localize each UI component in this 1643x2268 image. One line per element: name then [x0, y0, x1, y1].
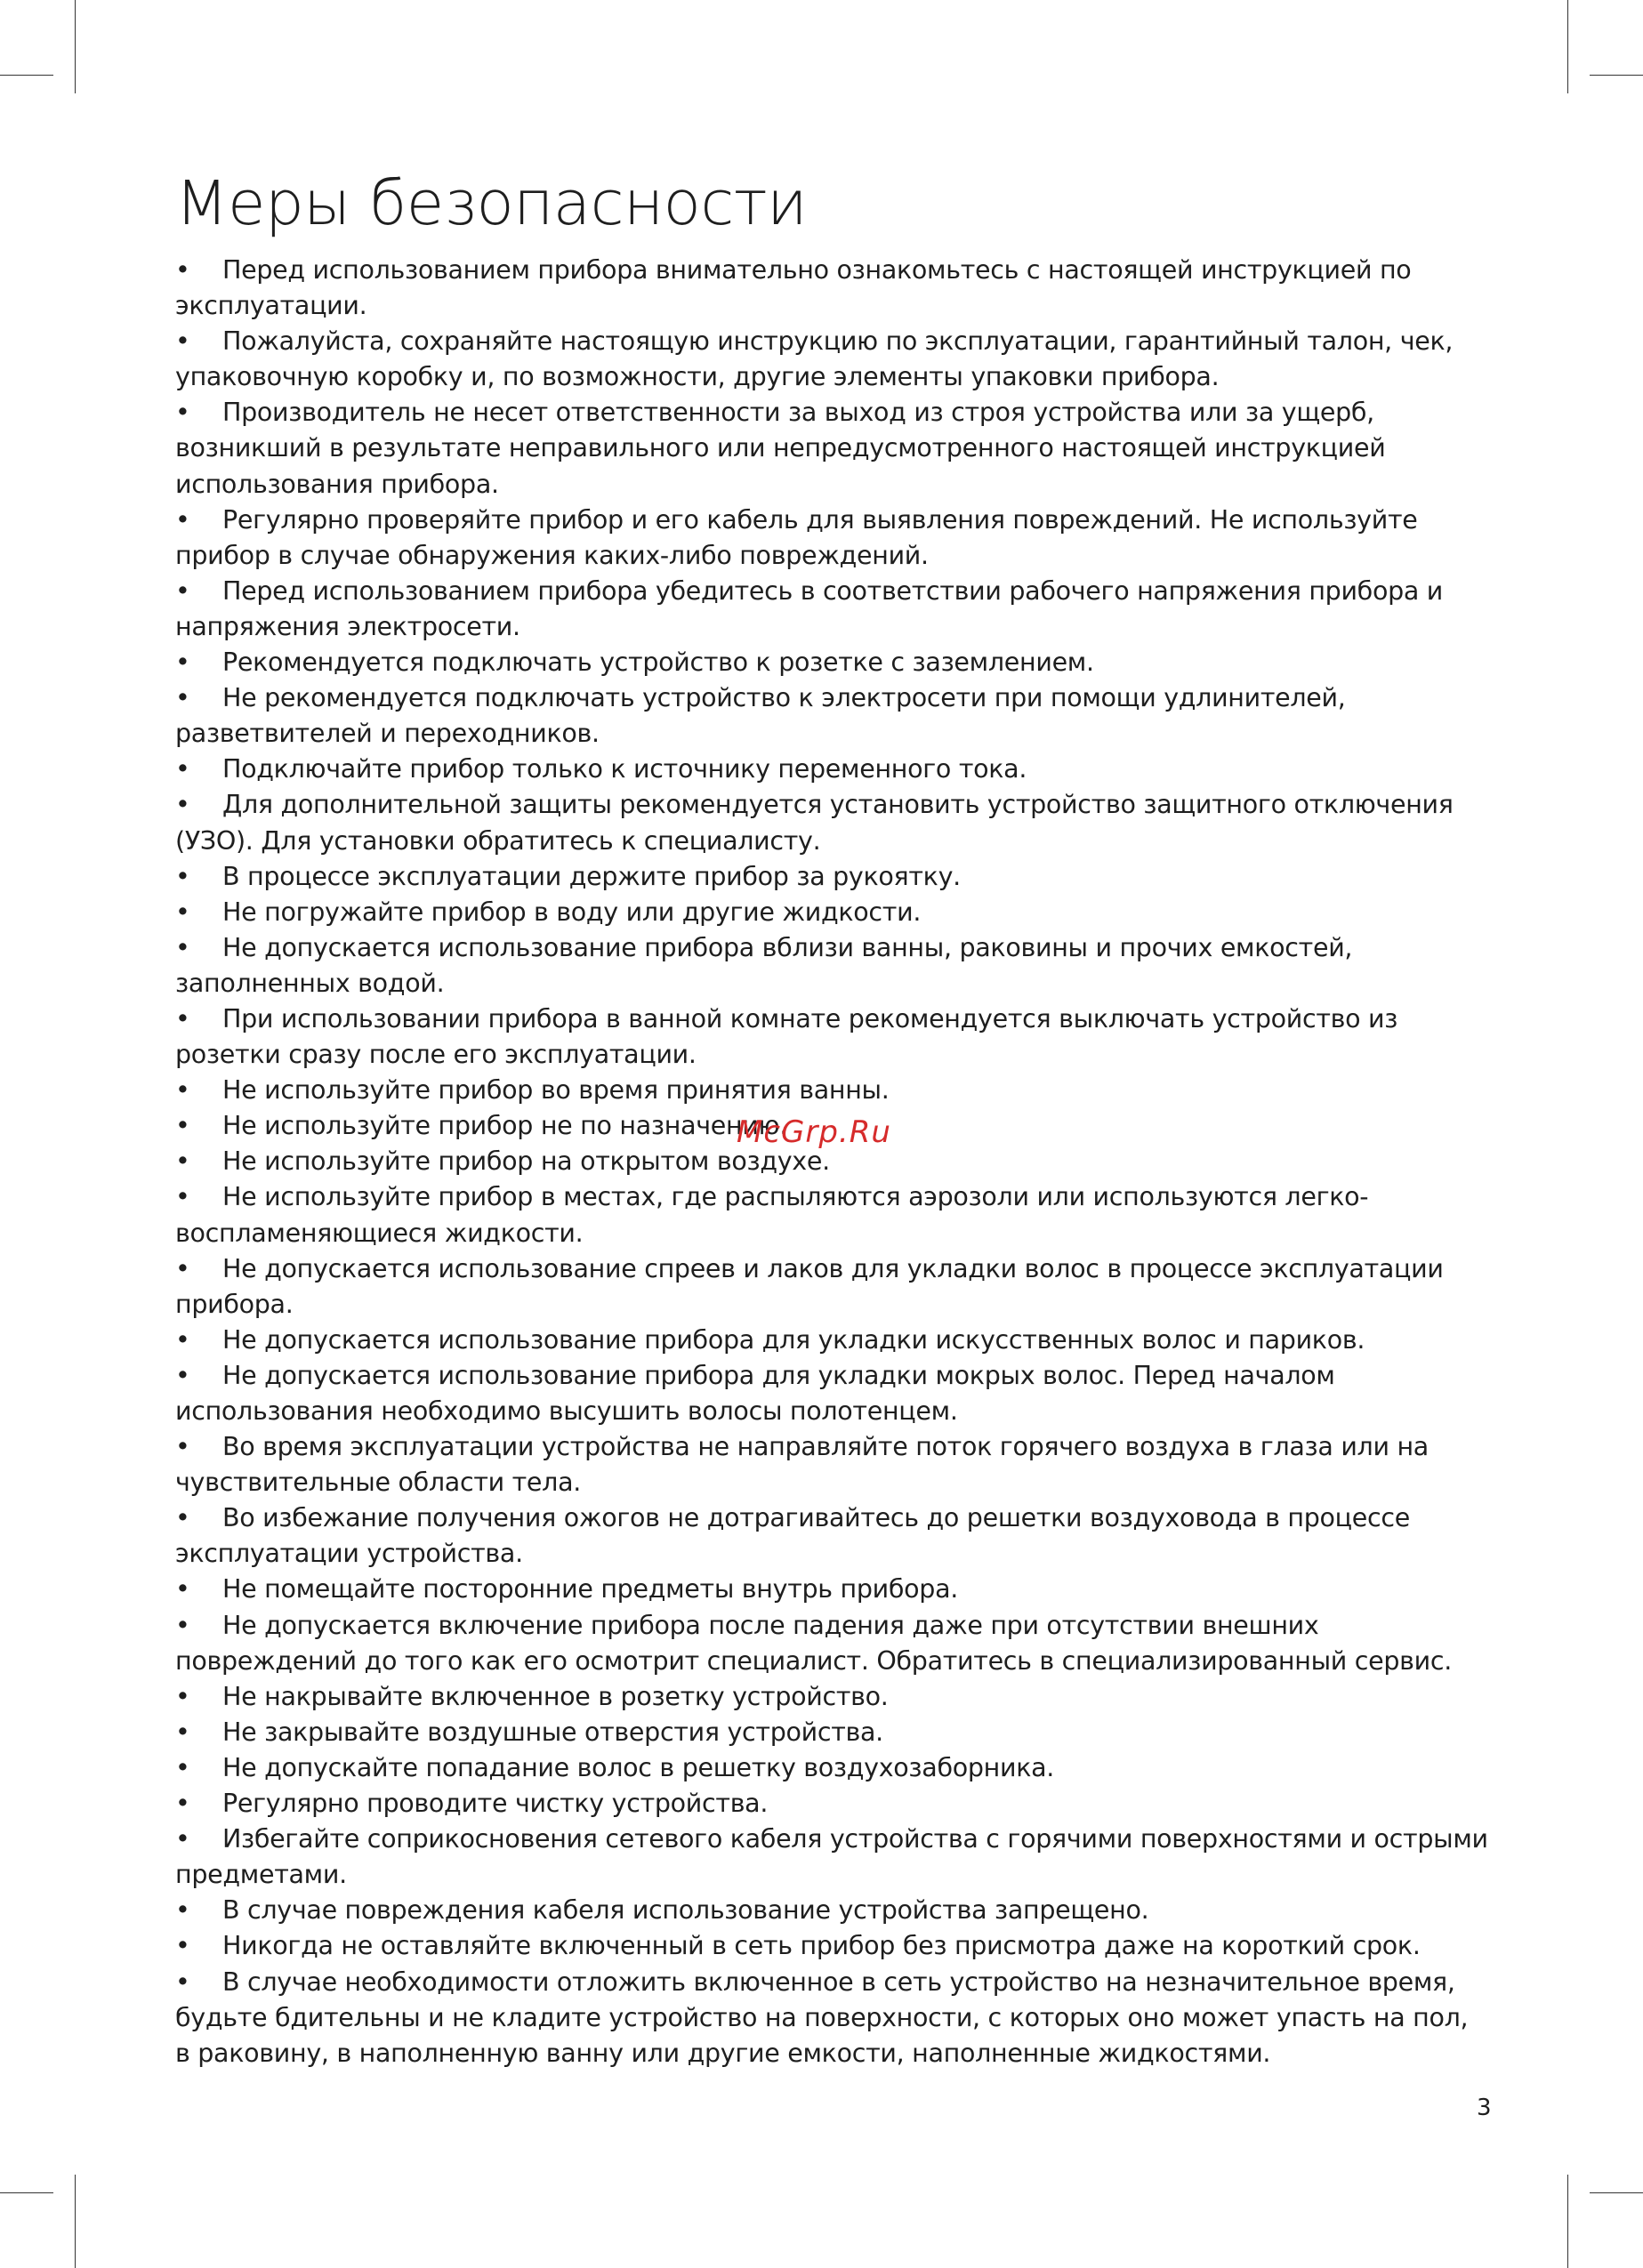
safety-rule-item	[175, 859, 1545, 895]
bullet-marker: •	[175, 1610, 190, 1640]
bullet-marker: •	[175, 647, 190, 678]
rule-text-continuation: эксплуатации.	[175, 291, 367, 321]
rule-text-lead: Никогда не оставляйте включенный в сеть прибор без присмотра даже на короткий срок.	[222, 1931, 1421, 1961]
rule-text-continuation: чувствительные области тела.	[175, 1468, 581, 1498]
bullet-marker: •	[175, 790, 190, 820]
rule-text-lead: Не используйте прибор не по назначению.	[222, 1111, 788, 1141]
bullet-marker: •	[175, 1752, 190, 1782]
rule-text-lead: Избегайте соприкосновения сетевого кабеля устройства с горячими поверхностями и острыми	[222, 1824, 1488, 1854]
rule-text-lead: Не используйте прибор в местах, где распыляются аэрозоли или используются легко-	[222, 1182, 1369, 1212]
safety-rule-item	[175, 1323, 1545, 1358]
bullet-marker: •	[175, 1717, 190, 1747]
safety-rule-item	[175, 1608, 1545, 1679]
bullet-marker: •	[175, 1182, 190, 1212]
safety-rule-item	[175, 1679, 1545, 1715]
bullet-marker: •	[175, 932, 190, 962]
rule-text-lead: Перед использованием прибора убедитесь в соответствии рабочего напряжения прибора и	[222, 575, 1444, 606]
bullet-marker: •	[175, 1574, 190, 1604]
crop-mark	[0, 2192, 53, 2193]
safety-rule-item	[175, 1001, 1545, 1073]
rule-text-lead: Регулярно проверяйте прибор и его кабель для выявления повреждений. Не используйте	[222, 504, 1418, 535]
rule-text-continuation: разветвителей и переходников.	[175, 719, 600, 749]
rule-text-continuation: возникший в результате неправильного или непредусмотренного настоящей инструкцией	[175, 433, 1386, 463]
bullet-marker: •	[175, 1966, 190, 1997]
crop-mark	[1590, 2192, 1643, 2193]
safety-rule-item	[175, 1715, 1545, 1750]
safety-rule-item	[175, 1786, 1545, 1822]
safety-rule-item	[175, 1179, 1545, 1251]
bullet-marker: •	[175, 1432, 190, 1462]
bullet-marker: •	[175, 1146, 190, 1177]
rule-text-lead: Не накрывайте включенное в розетку устройство.	[222, 1681, 889, 1711]
rule-text-lead: Не закрывайте воздушные отверстия устройства.	[222, 1717, 883, 1747]
bullet-marker: •	[175, 1789, 190, 1819]
rule-text-continuation: предметами.	[175, 1860, 347, 1890]
bullet-marker: •	[175, 683, 190, 713]
rule-text-continuation: прибора.	[175, 1289, 294, 1319]
safety-rule-item	[175, 1822, 1545, 1893]
safety-rule-item	[175, 752, 1545, 787]
safety-rule-item	[175, 645, 1545, 680]
bullet-marker: •	[175, 1681, 190, 1711]
rule-text-lead: Рекомендуется подключать устройство к розетке с заземлением.	[222, 647, 1094, 678]
rule-text-lead: Не допускается использование прибора для укладки мокрых волос. Перед началом	[222, 1360, 1335, 1390]
safety-rule-item	[175, 1429, 1545, 1500]
rule-text-lead: В случае повреждения кабеля использование устройства запрещено.	[222, 1895, 1149, 1926]
bullet-marker: •	[175, 1003, 190, 1033]
bullet-marker: •	[175, 861, 190, 891]
safety-rule-item	[175, 1358, 1545, 1429]
rule-text-lead: Во избежание получения ожогов не дотрагивайтесь до решетки воздуховода в процессе	[222, 1503, 1410, 1533]
crop-mark	[0, 75, 53, 76]
rule-text-continuation: использования необходимо высушить волосы полотенцем.	[175, 1396, 958, 1426]
rule-text-continuation: будьте бдительны и не кладите устройство на поверхности, с которых оно может упасть на пол,	[175, 2002, 1469, 2032]
safety-rule-item	[175, 503, 1545, 574]
crop-mark	[75, 2175, 76, 2268]
rule-text-continuation: розетки сразу после его эксплуатации.	[175, 1040, 697, 1070]
crop-mark	[1590, 75, 1643, 76]
rule-text-lead: Во время эксплуатации устройства не направляйте поток горячего воздуха в глаза или на	[222, 1432, 1429, 1462]
rule-text-lead: При использовании прибора в ванной комнате рекомендуется выключать устройство из	[222, 1003, 1398, 1033]
rule-text-lead: В случае необходимости отложить включенное в сеть устройство на незначительное время,	[222, 1966, 1455, 1997]
safety-rule-item	[175, 574, 1545, 645]
safety-rule-item	[175, 1251, 1545, 1323]
bullet-marker: •	[175, 1253, 190, 1283]
rule-text-lead: Не используйте прибор на открытом воздухе.	[222, 1146, 830, 1177]
rule-text-continuation: использования прибора.	[175, 469, 499, 499]
safety-rule-item	[175, 895, 1545, 930]
rule-text-lead: Перед использованием прибора внимательно ознакомьтесь с настоящей инструкцией по	[222, 255, 1412, 285]
safety-rule-item	[175, 1750, 1545, 1786]
rule-text-lead: Не допускается включение прибора после падения даже при отсутствии внешних	[222, 1610, 1319, 1640]
rule-text-lead: Производитель не несет ответственности за выход из строя устройства или за ущерб,	[222, 398, 1374, 428]
rule-text-lead: Не допускайте попадание волос в решетку воздухозаборника.	[222, 1752, 1055, 1782]
safety-rule-item	[175, 1965, 1545, 2071]
safety-rule-item	[175, 680, 1545, 752]
bullet-marker: •	[175, 1324, 190, 1355]
bullet-marker: •	[175, 1824, 190, 1854]
bullet-marker: •	[175, 255, 190, 285]
rule-text-lead: Не допускается использование прибора для укладки искусственных волос и париков.	[222, 1324, 1365, 1355]
safety-rule-item	[175, 930, 1545, 1001]
crop-mark	[1567, 2175, 1568, 2268]
page-number: 3	[1477, 2095, 1492, 2121]
rule-text-continuation: в раковину, в наполненную ванну или другие емкости, наполненные жидкостями.	[175, 2038, 1271, 2068]
watermark-text: McGrp.Ru	[737, 1114, 891, 1150]
rule-text-continuation: заполненных водой.	[175, 968, 445, 998]
rule-text-lead: Регулярно проводите чистку устройства.	[222, 1789, 769, 1819]
crop-mark	[1567, 0, 1568, 93]
safety-rule-item	[175, 1073, 1545, 1108]
rule-text-continuation: напряжения электросети.	[175, 611, 520, 641]
page-title: Меры безопасности	[175, 168, 808, 239]
rule-text-lead: Подключайте прибор только к источнику переменного тока.	[222, 754, 1027, 784]
rule-text-continuation: (УЗО). Для установки обратитесь к специалисту.	[175, 825, 821, 856]
rule-text-lead: Для дополнительной защиты рекомендуется установить устройство защитного отключения	[222, 790, 1454, 820]
rule-text-lead: Не погружайте прибор в воду или другие жидкости.	[222, 897, 922, 927]
safety-rule-item	[175, 395, 1545, 502]
bullet-marker: •	[175, 1360, 190, 1390]
safety-rule-item	[175, 1500, 1545, 1572]
safety-rules-list	[175, 253, 1545, 2071]
rule-text-continuation: повреждений до того как его осмотрит специалист. Обратитесь в специализированный сервис.	[175, 1645, 1453, 1676]
bullet-marker: •	[175, 754, 190, 784]
safety-rule-item	[175, 1572, 1545, 1607]
rule-text-continuation: упаковочную коробку и, по возможности, другие элементы упаковки прибора.	[175, 362, 1220, 392]
bullet-marker: •	[175, 1895, 190, 1926]
rule-text-lead: Не допускается использование прибора вблизи ванны, раковины и прочих емкостей,	[222, 932, 1353, 962]
safety-rule-item	[175, 787, 1545, 858]
bullet-marker: •	[175, 504, 190, 535]
rule-text-lead: Пожалуйста, сохраняйте настоящую инструкцию по эксплуатации, гарантийный талон, чек,	[222, 326, 1454, 357]
bullet-marker: •	[175, 1075, 190, 1106]
safety-rule-item	[175, 253, 1545, 324]
bullet-marker: •	[175, 1111, 190, 1141]
crop-mark	[75, 0, 76, 93]
safety-rule-item	[175, 1928, 1545, 1964]
rule-text-continuation: прибор в случае обнаружения каких-либо повреждений.	[175, 540, 929, 570]
safety-rule-item	[175, 1893, 1545, 1928]
rule-text-continuation: воспламеняющиеся жидкости.	[175, 1218, 584, 1248]
rule-text-lead: Не помещайте посторонние предметы внутрь прибора.	[222, 1574, 959, 1604]
rule-text-lead: Не допускается использование спреев и лаков для укладки волос в процессе эксплуатации	[222, 1253, 1444, 1283]
rule-text-lead: Не рекомендуется подключать устройство к электросети при помощи удлинителей,	[222, 683, 1346, 713]
bullet-marker: •	[175, 897, 190, 927]
bullet-marker: •	[175, 326, 190, 357]
safety-rule-item	[175, 324, 1545, 395]
bullet-marker: •	[175, 398, 190, 428]
bullet-marker: •	[175, 1931, 190, 1961]
rule-text-lead: Не используйте прибор во время принятия ванны.	[222, 1075, 890, 1106]
rule-text-continuation: эксплуатации устройства.	[175, 1539, 523, 1569]
bullet-marker: •	[175, 1503, 190, 1533]
bullet-marker: •	[175, 575, 190, 606]
rule-text-lead: В процессе эксплуатации держите прибор за рукоятку.	[222, 861, 961, 891]
